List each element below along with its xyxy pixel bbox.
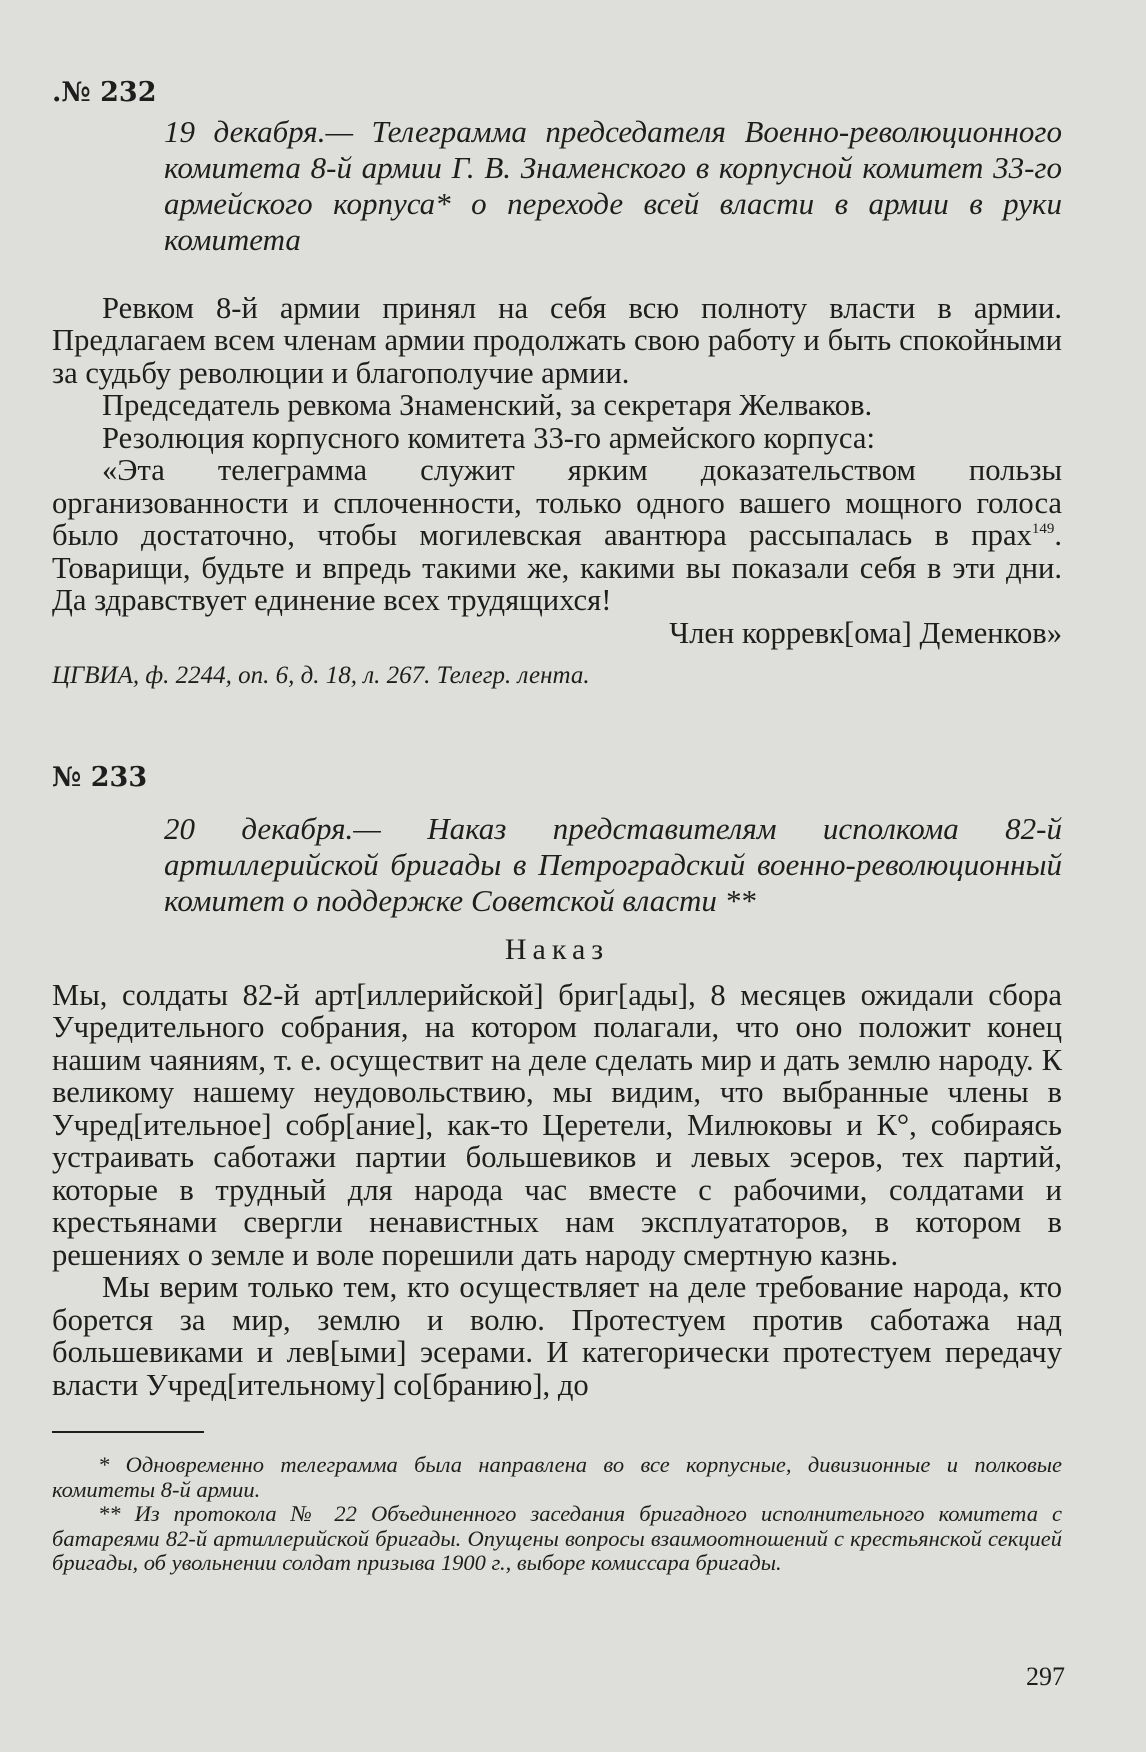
- paragraph: Мы верим только тем, кто осуществляет на деле требование народа, кто борется за мир, землю и волю. Протестуем против саботажа над большевиками и лев[ыми] эсерами. И категорически протестуем передачу власти Учред[ительному] со[бранию], до: [52, 1270, 1062, 1402]
- document-body: [52, 292, 1062, 617]
- document-233: [52, 763, 1062, 1401]
- paragraph: [52, 454, 1062, 617]
- paragraph: Ревком 8-й армии принял на себя всю полноту власти в армии. Предлагаем всем членам армии продолжать свою работу и быть спокойными за судьбу революции и благополучие армии.: [52, 290, 1062, 390]
- endnote-ref: 149: [1031, 521, 1055, 538]
- paragraph: Резолюция корпусного комитета 33-го армейского корпуса:: [102, 420, 875, 455]
- paragraph-text: «Эта телеграмма служит ярким доказательством пользы организованности и сплоченности, только одного вашего мощного голоса было достаточно, чтобы могилевская авантюра рассыпалась в прах: [52, 453, 1062, 553]
- document-232: [52, 78, 1062, 691]
- footnote: ** Из протокола № 22 Объединенного заседания бригадного исполнительного комитета с батареями 82-й артиллерийской бригады. Опущены вопросы взаимоотношений с крестьянской секцией бригады, об увольнении солдат призыва 1900 г., выборе комиссара бригады.: [52, 1501, 1062, 1576]
- document-body: [52, 979, 1062, 1402]
- paragraph-text: . Товарищи, будьте и впредь такими же, какими вы показали себя в эти дни. Да здравствует единение всех трудящихся!: [52, 518, 1062, 618]
- footnote: * Одновременно телеграмма была направлена во все корпусные, дивизионные и полковые комитеты 8-й армии.: [52, 1452, 1062, 1502]
- footnote-divider: [52, 1431, 204, 1433]
- section-heading: Наказ: [504, 932, 610, 966]
- footnotes: [52, 1453, 1062, 1576]
- footnotes-section: [52, 1431, 1062, 1576]
- document-title: 19 декабря.— Телеграмма председателя Военно-революционного комитета 8-й армии Г. В. Знаменского в корпусной комитет 33-го армейского корпуса* о переходе всей власти в армии в руки комитета: [164, 113, 1062, 257]
- document-number: № 233: [52, 762, 148, 794]
- archive-source: ЦГВИА, ф. 2244, оп. 6, д. 18, л. 267. Телегр. лента.: [52, 662, 590, 690]
- paragraph: Председатель ревкома Знаменский, за секретаря Желваков.: [102, 388, 873, 423]
- document-number: .№ 232: [52, 77, 157, 108]
- page: [52, 78, 1062, 1576]
- page-number: 297: [1026, 1662, 1065, 1691]
- document-title: 20 декабря.— Наказ представителям исполкома 82-й артиллерийской бригады в Петроградский военно-революционный комитет о поддержке Советской власти **: [164, 810, 1062, 918]
- signature: Член корревк[ома] Деменков»: [669, 615, 1062, 650]
- paragraph: Мы, солдаты 82-й арт[иллерийской] бриг[ады], 8 месяцев ожидали сбора Учредительного собрания, на котором полагали, что оно положит конец нашим чаяниям, т. е. осуществит на деле сделать мир и дать землю народу. К великому нашему неудовольствию, мы видим, что выбранные члены в Учред[ительное] собр[ание], как-то Церетели, Милюковы и К°, собираясь устраивать саботажи партии большевиков и левых эсеров, тех партий, которые в трудный для народа час вместе с рабочими, солдатами и крестьянами свергли ненавистных нам эксплуататоров, в котором в решениях о земле и воле порешили дать народу смертную казнь.: [52, 977, 1062, 1272]
